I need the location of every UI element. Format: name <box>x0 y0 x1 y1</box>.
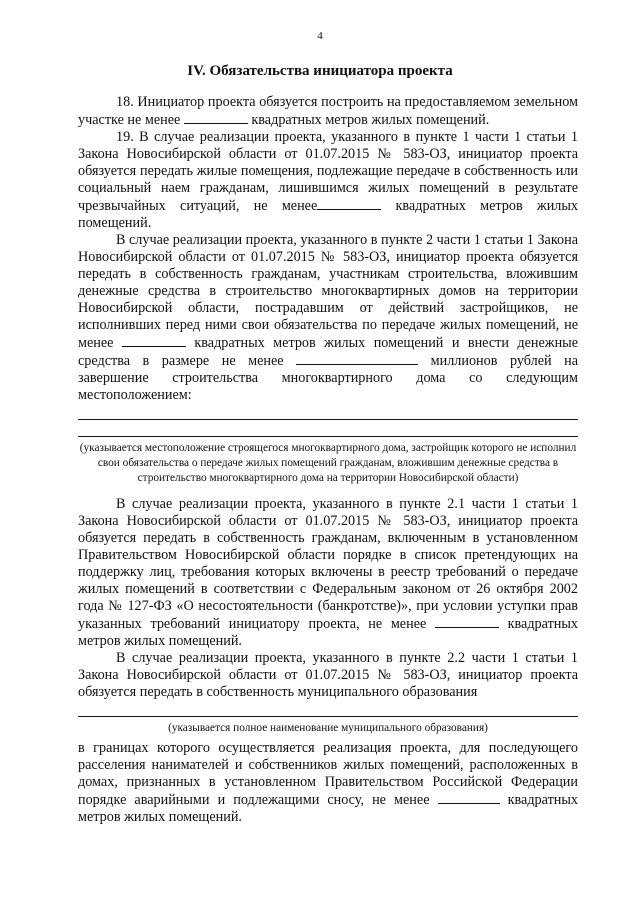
paragraph-point-2-2-text: В случае реализации проекта, указанного в пункте 2.2 части 1 статьи 1 Закона Новосибирской области от 01.07.2015 № 583-ОЗ, инициатор проекта обязуется передать в собственность муниципального образования <box>78 650 578 700</box>
paragraph-point-2-text-end: миллионов рублей на завершение строительства многоквартирного дома со следующим местоположением: <box>78 353 578 403</box>
paragraph-point-2-1 <box>78 496 578 650</box>
paragraph-point-2-text: В случае реализации проекта, указанного в пункте 2 части 1 статьи 1 Закона Новосибирской области от 01.07.2015 № 583-ОЗ, инициатор проекта обязуется передать в собственность гражданам, участникам строительства, вложившим денежные средства в строительство многоквартирных домов на территории Новосибирской области, пострадавшим от действий застройщиков, не исполнивших перед ними свои обязательства по передаче жилых помещений, не менее <box>78 232 578 351</box>
paragraph-point-2-1-text-end: квадратных метров жилых помещений. <box>78 616 579 649</box>
paragraph-point-2-text-middle: квадратных метров жилых помещений и внести денежные средства в размере не менее <box>78 335 579 369</box>
blank-area-field[interactable] <box>317 197 381 210</box>
municipality-note: (указывается полное наименование муниципального образования) <box>168 722 488 734</box>
paragraph-18 <box>78 94 578 129</box>
document-body <box>78 94 578 826</box>
paragraph-point-2-2-continued <box>78 740 578 826</box>
blank-area-field[interactable] <box>122 334 186 347</box>
paragraph-point-2-1-text: В случае реализации проекта, указанного в пункте 2.1 части 1 статьи 1 Закона Новосибирской области от 01.07.2015 № 583-ОЗ, инициатор проекта обязуется передать в собственность гражданам, включенным в установленном Правительством Новосибирской области порядке в список претендующих на поддержку лиц, требования которых включены в реестр требований о передаче жилых помещений в соответствии с Федеральным законом от 26 октября 2002 года № 127-ФЗ «О несостоятельности (банкротстве)», при условии уступки прав указанных требований инициатору проекта, не менее <box>78 496 578 632</box>
location-note: (указывается местоположение строящегося многоквартирного дома, застройщик которого не исполнил свои обязательства о передаче жилых помещений гражданам, вложившим денежные средства в строительство многоквартирного дома на территории Новосибирской области) <box>79 442 577 484</box>
paragraph-point-2 <box>78 232 578 404</box>
paragraph-point-2-2-cont-text-end: квадратных метров жилых помещений. <box>78 792 578 825</box>
page-number: 4 <box>317 30 323 42</box>
paragraph-point-2-2 <box>78 650 578 701</box>
section-title: IV. Обязательства инициатора проекта <box>187 63 453 79</box>
blank-area-field[interactable] <box>438 791 500 804</box>
location-line-2[interactable] <box>78 424 578 437</box>
blank-amount-field[interactable] <box>296 352 418 365</box>
paragraph-19-text: 19. В случае реализации проекта, указанного в пункте 1 части 1 статьи 1 Закона Новосибирской области от 01.07.2015 № 583-ОЗ, инициатор проекта обязуется передать жилые помещения, подлежащие передаче в собственность или социальный наем гражданам, лишившимся жилых помещений в результате чрезвычайных ситуаций, не менее <box>78 129 578 214</box>
municipality-line[interactable] <box>78 704 578 717</box>
paragraph-point-2-2-cont-text: в границах которого осуществляется реализация проекта, для последующего расселения нанимателей и собственников жилых помещений, расположенных в домах, признанных в установленном Правительством Российской Федерации порядке аварийными и подлежащими сносу, не менее <box>78 740 578 808</box>
paragraph-19-text-end: квадратных метров жилых помещений. <box>78 198 579 231</box>
blank-area-field[interactable] <box>184 111 248 124</box>
blank-area-field[interactable] <box>435 615 499 628</box>
paragraph-18-text-end: квадратных метров жилых помещений. <box>251 112 490 128</box>
paragraph-19 <box>78 129 578 232</box>
location-line-1[interactable] <box>78 407 578 420</box>
paragraph-18-text: 18. Инициатор проекта обязуется построить на предоставляемом земельном участке не менее <box>78 94 578 128</box>
